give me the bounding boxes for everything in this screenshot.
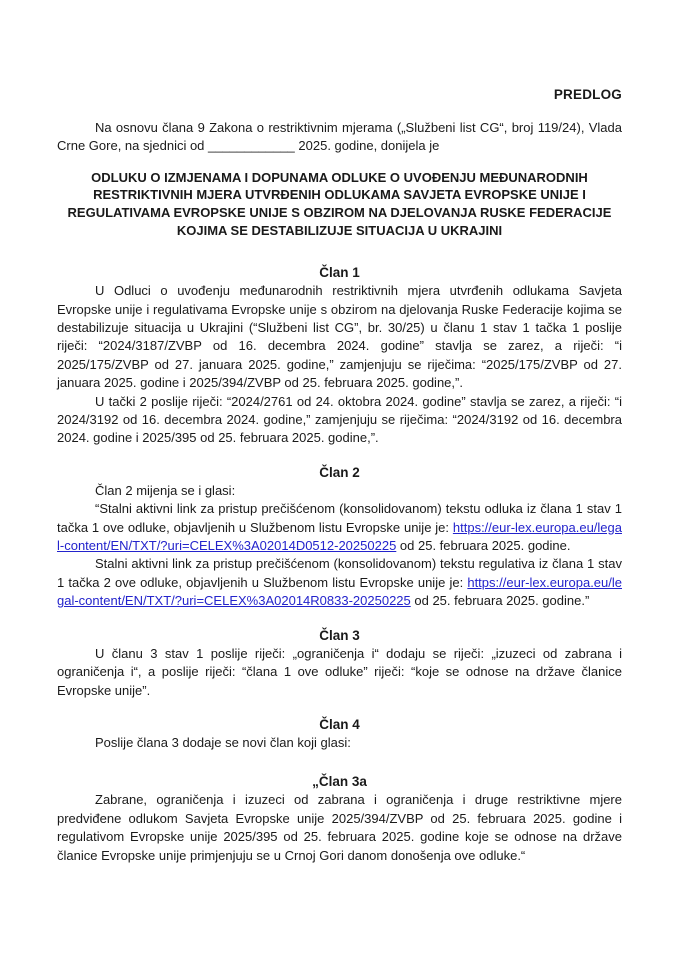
paragraph-text-before-link: Stalni aktivni link za pristup prečišćenom (konsolidovanom) tekstu regulativa iz člana 1 stav 1 tačka 2 ove odluke, objavljenih u Službenom listu Evropske unije je: xyxy=(57,556,622,590)
article-1-paragraph-2: U tački 2 poslije riječi: “2024/2761 od 24. oktobra 2024. godine” stavlja se zarez, a riječi: “i 2024/3192 od 16. decembra 2024. godine,” zamjenjuju se riječima: “2024/3192 od 16. decembra 2024. godine i 2025/395 od 25. februara 2025. godine,”. xyxy=(57,393,622,446)
eur-lex-regulation-consolidated-link[interactable]: https://eur-lex.europa.eu/legal-content/EN/TXT/?uri=CELEX%3A02014R0833-20250225 xyxy=(57,574,622,609)
article-3-paragraph-1: U članu 3 stav 1 poslije riječi: „ograničenja i“ dodaju se riječi: „izuzeci od zabrana i ograničenja i“, a poslije riječi: “člana 1 ove odluke” riječi: “koje se odnose na države članice Evropske unije”. xyxy=(57,645,622,698)
article-3a-paragraph-1: Zabrane, ograničenja i izuzeci od zabrana i ograničenja i druge restriktivne mjere predviđene odlukom Savjeta Evropske unije 2025/394/ZVBP od 25. februara 2025. godine i regulativom Evropske unije 2025/395 od 25. februara 2025. godine koje se odnose na države članice Evropske unije primjenjuju se u Crnoj Gori danom donošenja ove odluke.“ xyxy=(57,792,622,863)
article-2-paragraph-3 xyxy=(57,555,622,610)
article-1-paragraph-1: U Odluci o uvođenju međunarodnih restriktivnih mjera utvrđenih odlukama Savjeta Evropske unije i regulativama Evropske unije s obzirom na djelovanja Ruske Federacije kojima se destabilizuje situacija u Ukrajini (“Službeni list CG”, br. 30/25) u članu 1 stav 1 tačka 1 poslije riječi: “2024/3187/ZVBP od 16. decembra 2024. godine” stavlja se zarez, a riječi: “i 2025/175/ZVBP od 27. januara 2025. godine,” zamjenjuju se riječima: “2025/175/ZVBP od 27. januara 2025. godine i 2025/394/ZVBP od 25. februara 2025. godine,”. xyxy=(57,283,622,391)
decision-title: ODLUKU O IZMJENAMA I DOPUNAMA ODLUKE O UVOĐENJU MEĐUNARODNIH RESTRIKTIVNIH MJERA UTVRĐENIH ODLUKAMA SAVJETA EVROPSKE UNIJE I REGULATIVAMA EVROPSKE UNIJE S OBZIROM NA DJELOVANJA RUSKE FEDERACIJE KOJIMA SE DESTABILIZUJE SITUACIJA U UKRAJINI xyxy=(67,169,612,238)
paragraph-text-after-link: od 25. februara 2025. godine. xyxy=(396,538,571,554)
article-4-heading: Član 4 xyxy=(319,716,360,732)
article-4-paragraph-1: Poslije člana 3 dodaje se novi član koji glasi: xyxy=(95,734,351,750)
eur-lex-decision-consolidated-link[interactable]: https://eur-lex.europa.eu/legal-content/EN/TXT/?uri=CELEX%3A02014D0512-20250225 xyxy=(57,519,622,554)
article-2-heading: Član 2 xyxy=(319,464,360,480)
article-3-heading: Član 3 xyxy=(319,627,360,643)
article-2-paragraph-1: Član 2 mijenja se i glasi: xyxy=(95,482,236,498)
paragraph-text-after-link: od 25. februara 2025. godine.” xyxy=(410,593,590,609)
article-1-heading: Član 1 xyxy=(319,265,360,281)
document-type-label: PREDLOG xyxy=(553,87,622,102)
intro-paragraph: Na osnovu člana 9 Zakona o restriktivnim mjerama („Službeni list CG“, broj 119/24), Vlada Crne Gore, na sjednici od ____________ 2025. godine, donijela je xyxy=(57,120,622,154)
article-3a-heading: „Član 3a xyxy=(312,774,367,790)
paragraph-text-before-link: “Stalni aktivni link za pristup prečišćenom (konsolidovanom) tekstu odluka iz člana 1 stav 1 tačka 1 ove odluke, objavljenih u Službenom listu Evropske unije je: xyxy=(57,501,622,535)
article-2-paragraph-2 xyxy=(57,500,622,555)
